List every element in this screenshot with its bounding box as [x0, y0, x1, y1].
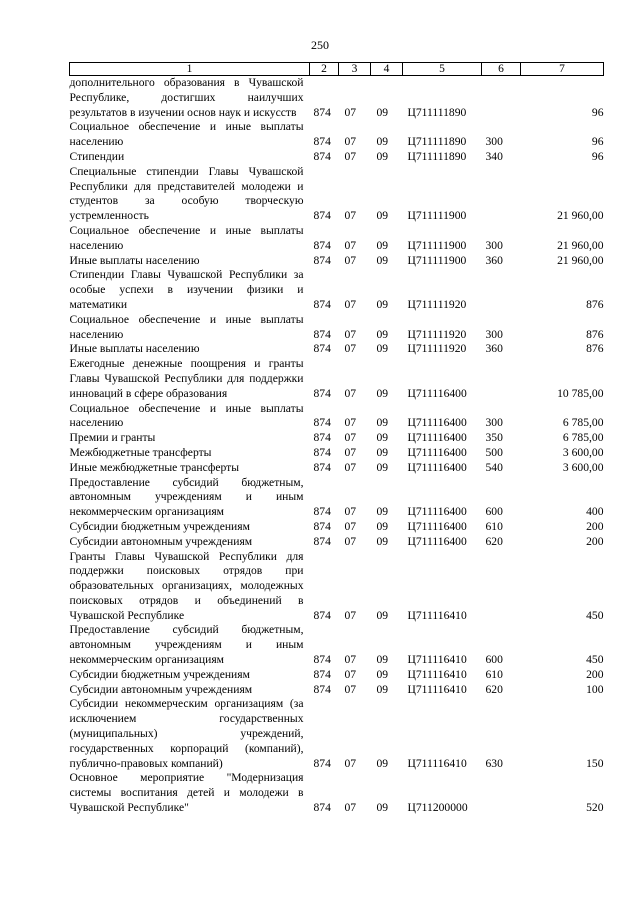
row-code-target: Ц711116400: [407, 519, 467, 533]
row-code-section: 07: [344, 519, 357, 533]
row-code-target: Ц711116400: [407, 431, 467, 445]
row-code-expense-type: 360: [485, 253, 503, 267]
table-row: [70, 771, 604, 815]
row-name: дополнительного образования в Чувашской Республике, достигших наилучших результатов в изучении основ наук и искусств: [69, 76, 304, 119]
row-code-section: 07: [344, 431, 357, 445]
row-amount: 200: [586, 534, 604, 548]
row-amount: 200: [586, 667, 604, 681]
row-code-gl: 874: [313, 460, 331, 474]
row-code-gl: 874: [313, 253, 331, 267]
table-row: [70, 76, 604, 121]
row-code-gl: 874: [313, 667, 331, 681]
row-code-subsection: 09: [376, 505, 389, 519]
row-name: Предоставление субсидий бюджетным, автономным учреждениям и иным некоммерческим организациям: [69, 475, 304, 519]
row-code-section: 07: [344, 460, 357, 474]
row-code-gl: 874: [313, 386, 331, 400]
row-code-target: Ц711116410: [407, 653, 467, 667]
row-code-gl: 874: [313, 653, 331, 667]
row-name: Субсидии некоммерческим организациям (за исключением государственных (муниципальных) учреждений, государственных корпораций (компаний), публично-правовых компаний): [69, 697, 304, 770]
row-code-subsection: 09: [376, 756, 389, 770]
row-code-subsection: 09: [376, 682, 389, 696]
row-amount: 876: [586, 297, 604, 311]
row-code-gl: 874: [313, 519, 331, 533]
row-code-subsection: 09: [376, 667, 389, 681]
row-code-section: 07: [344, 238, 357, 252]
row-code-subsection: 09: [376, 608, 389, 622]
row-code-section: 07: [344, 416, 357, 430]
row-code-subsection: 09: [376, 445, 389, 459]
column-header-7: 7: [521, 63, 604, 76]
row-code-gl: 874: [313, 105, 331, 119]
table-row: [70, 446, 604, 461]
table-row: [70, 535, 604, 550]
row-amount: 21 960,00: [557, 209, 604, 223]
row-amount: 3 600,00: [562, 460, 604, 474]
row-code-expense-type: [482, 771, 521, 815]
row-code-expense-type: 500: [485, 445, 503, 459]
row-code-expense-type: 300: [485, 327, 503, 341]
row-code-target: Ц711116410: [407, 667, 467, 681]
row-code-target: Ц711116410: [407, 682, 467, 696]
row-code-subsection: 09: [376, 519, 389, 533]
row-name: Социальное обеспечение и иные выплаты населению: [69, 223, 304, 252]
row-code-expense-type: 620: [485, 682, 503, 696]
row-code-target: Ц711116400: [407, 445, 467, 459]
row-code-target: Ц711116410: [407, 756, 467, 770]
row-code-expense-type: [482, 76, 521, 121]
row-name: Стипендии Главы Чувашской Республики за особые успехи в изучении физики и математики: [69, 268, 304, 311]
row-code-gl: 874: [313, 327, 331, 341]
row-amount: 96: [591, 149, 604, 163]
row-name: Субсидии бюджетным учреждениям: [69, 667, 250, 681]
row-code-section: 07: [344, 445, 357, 459]
table-row: [70, 520, 604, 535]
row-name: Субсидии автономным учреждениям: [69, 534, 253, 548]
row-code-gl: 874: [313, 209, 331, 223]
row-name: Социальное обеспечение и иные выплаты населению: [69, 312, 304, 341]
row-code-gl: 874: [313, 431, 331, 445]
row-code-subsection: 09: [376, 105, 389, 119]
row-code-subsection: 09: [376, 431, 389, 445]
row-code-subsection: 09: [376, 416, 389, 430]
row-code-expense-type: 300: [485, 416, 503, 430]
table-row: [70, 623, 604, 667]
row-code-gl: 874: [313, 149, 331, 163]
row-name: Социальное обеспечение и иные выплаты населению: [69, 120, 304, 149]
column-header-4: 4: [371, 63, 403, 76]
row-code-section: 07: [344, 149, 357, 163]
row-code-gl: 874: [313, 416, 331, 430]
row-name: Стипендии: [69, 149, 125, 163]
row-amount: 400: [586, 505, 604, 519]
row-name: Субсидии бюджетным учреждениям: [69, 519, 250, 533]
row-name: Премии и гранты: [69, 431, 156, 445]
row-code-target: Ц711116410: [407, 608, 467, 622]
row-amount: 150: [586, 756, 604, 770]
row-code-expense-type: 300: [485, 135, 503, 149]
row-code-gl: 874: [313, 297, 331, 311]
row-code-target: Ц711111920: [407, 297, 467, 311]
row-code-section: 07: [344, 682, 357, 696]
row-code-expense-type: 620: [485, 534, 503, 548]
row-code-target: Ц711111900: [407, 253, 467, 267]
row-amount: 450: [586, 608, 604, 622]
row-code-target: Ц711111890: [407, 149, 467, 163]
row-code-gl: 874: [313, 505, 331, 519]
row-code-section: 07: [344, 342, 357, 356]
table-row: [70, 461, 604, 476]
table-row: [70, 357, 604, 401]
row-code-expense-type: [482, 357, 521, 401]
row-code-subsection: 09: [376, 253, 389, 267]
table-row: [70, 120, 604, 150]
row-code-section: 07: [344, 209, 357, 223]
column-header-3: 3: [339, 63, 371, 76]
table-row: [70, 476, 604, 520]
row-amount: 450: [586, 653, 604, 667]
row-code-expense-type: 300: [485, 238, 503, 252]
row-code-gl: 874: [313, 682, 331, 696]
row-name: Социальное обеспечение и иные выплаты населению: [69, 401, 304, 430]
table-row: [70, 254, 604, 269]
row-code-subsection: 09: [376, 534, 389, 548]
row-code-expense-type: [482, 165, 521, 224]
row-code-section: 07: [344, 667, 357, 681]
row-code-section: 07: [344, 105, 357, 119]
row-code-gl: 874: [313, 135, 331, 149]
table-row: [70, 150, 604, 165]
row-code-subsection: 09: [376, 297, 389, 311]
row-code-target: Ц711116400: [407, 534, 467, 548]
row-code-subsection: 09: [376, 327, 389, 341]
row-name: Предоставление субсидий бюджетным, автономным учреждениям и иным некоммерческим организациям: [69, 623, 304, 667]
row-code-target: Ц711116400: [407, 386, 467, 400]
row-code-subsection: 09: [376, 149, 389, 163]
row-code-section: 07: [344, 756, 357, 770]
row-name: Иные выплаты населению: [69, 253, 200, 267]
row-amount: 520: [586, 801, 604, 815]
table-row: [70, 268, 604, 312]
row-name: Гранты Главы Чувашской Республики для поддержки поисковых отрядов при образовательных организациях, молодежных поисковых отрядов и объединений в Чувашской Республике: [69, 549, 304, 622]
row-code-section: 07: [344, 505, 357, 519]
row-code-gl: 874: [313, 801, 331, 815]
row-code-section: 07: [344, 386, 357, 400]
page-number: 250: [311, 38, 329, 52]
column-header-5: 5: [403, 63, 482, 76]
row-code-section: 07: [344, 327, 357, 341]
row-code-target: Ц711111900: [407, 238, 467, 252]
row-code-target: Ц711116400: [407, 505, 467, 519]
row-code-expense-type: [482, 550, 521, 624]
table-header-row: [70, 63, 604, 76]
row-code-subsection: 09: [376, 342, 389, 356]
row-amount: 96: [591, 135, 604, 149]
row-amount: 876: [586, 327, 604, 341]
table-row: [70, 224, 604, 254]
table-row: [70, 402, 604, 432]
row-code-expense-type: 540: [485, 460, 503, 474]
row-amount: 200: [586, 519, 604, 533]
row-amount: 6 785,00: [562, 416, 604, 430]
row-code-section: 07: [344, 297, 357, 311]
table-row: [70, 550, 604, 624]
row-code-gl: 874: [313, 608, 331, 622]
table-row: [70, 697, 604, 771]
row-code-expense-type: 600: [485, 653, 503, 667]
row-code-subsection: 09: [376, 238, 389, 252]
row-code-subsection: 09: [376, 135, 389, 149]
column-header-1: 1: [70, 63, 310, 76]
row-amount: 100: [586, 682, 604, 696]
table-row: [70, 431, 604, 446]
row-code-subsection: 09: [376, 386, 389, 400]
row-amount: 3 600,00: [562, 445, 604, 459]
row-amount: 876: [586, 342, 604, 356]
row-code-gl: 874: [313, 238, 331, 252]
row-code-gl: 874: [313, 756, 331, 770]
row-code-target: Ц711111920: [407, 342, 467, 356]
row-code-expense-type: 350: [485, 431, 503, 445]
row-name: Основное мероприятие "Модернизация системы воспитания детей и молодежи в Чувашской Республике": [69, 771, 304, 815]
budget-table: [69, 62, 604, 816]
row-amount: 21 960,00: [557, 253, 604, 267]
row-code-section: 07: [344, 135, 357, 149]
row-code-gl: 874: [313, 342, 331, 356]
row-code-expense-type: [482, 268, 521, 312]
row-code-gl: 874: [313, 445, 331, 459]
row-code-target: Ц711116400: [407, 460, 467, 474]
row-code-section: 07: [344, 534, 357, 548]
table-body: [70, 76, 604, 816]
row-code-target: Ц711111890: [407, 135, 467, 149]
table-row: [70, 313, 604, 343]
table-row: [70, 683, 604, 698]
table-row: [70, 165, 604, 224]
row-code-section: 07: [344, 653, 357, 667]
row-code-expense-type: 360: [485, 342, 503, 356]
row-amount: 21 960,00: [557, 238, 604, 252]
row-code-expense-type: 630: [485, 756, 503, 770]
row-name: Иные выплаты населению: [69, 342, 200, 356]
row-name: Ежегодные денежные поощрения и гранты Главы Чувашской Республики для поддержки инноваций в сфере образования: [69, 357, 304, 400]
table-row: [70, 668, 604, 683]
row-code-subsection: 09: [376, 460, 389, 474]
row-code-subsection: 09: [376, 653, 389, 667]
row-amount: 10 785,00: [557, 386, 604, 400]
row-code-subsection: 09: [376, 209, 389, 223]
row-code-target: Ц711111900: [407, 209, 467, 223]
row-name: Субсидии автономным учреждениям: [69, 682, 253, 696]
row-code-gl: 874: [313, 534, 331, 548]
row-amount: 6 785,00: [562, 431, 604, 445]
row-code-section: 07: [344, 801, 357, 815]
row-code-target: Ц711111890: [407, 105, 467, 119]
row-name: Специальные стипендии Главы Чувашской Республики для представителей молодежи и студентов за особую творческую устремленность: [69, 164, 304, 223]
row-code-target: Ц711116400: [407, 416, 467, 430]
column-header-2: 2: [310, 63, 339, 76]
row-code-expense-type: 610: [485, 667, 503, 681]
row-code-target: Ц711200000: [407, 801, 468, 815]
row-amount: 96: [591, 105, 604, 119]
row-code-expense-type: 340: [485, 149, 503, 163]
row-code-section: 07: [344, 253, 357, 267]
row-code-expense-type: 610: [485, 519, 503, 533]
row-code-target: Ц711111920: [407, 327, 467, 341]
row-code-subsection: 09: [376, 801, 389, 815]
column-header-6: 6: [482, 63, 521, 76]
row-code-section: 07: [344, 608, 357, 622]
row-name: Межбюджетные трансферты: [69, 445, 212, 459]
row-name: Иные межбюджетные трансферты: [69, 460, 240, 474]
table-row: [70, 342, 604, 357]
row-code-expense-type: 600: [485, 505, 503, 519]
